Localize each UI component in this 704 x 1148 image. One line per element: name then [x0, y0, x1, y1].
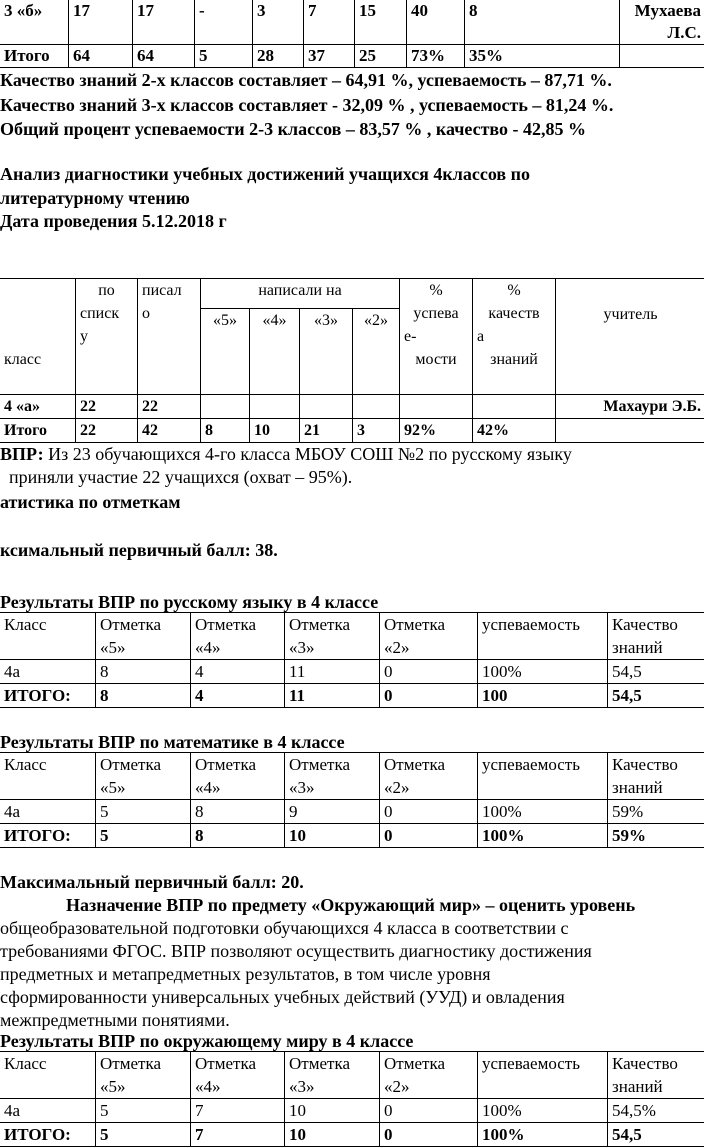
table-cell: 28: [253, 45, 304, 68]
table-cell: 3 «б»: [0, 0, 69, 45]
table-cell: 3: [353, 419, 400, 443]
max-score-world: Максимальный первичный балл: 20.: [0, 872, 304, 892]
table-cell: Итого: [0, 45, 69, 68]
table-cell: 5: [96, 824, 191, 848]
table-cell: успеваемость: [478, 613, 608, 660]
table-cell: [473, 395, 556, 419]
header-quality: % качеств а знаний: [473, 279, 556, 395]
table-cell: 4а: [0, 800, 96, 824]
table-header-row: [0, 753, 704, 800]
table-cell: Отметка «2»: [380, 753, 478, 800]
table-cell: 10: [250, 419, 300, 443]
header-mark-3: «3»: [300, 308, 353, 394]
table-cell: 73%: [407, 45, 465, 68]
table-cell: 5: [96, 1123, 191, 1147]
table-cell: Класс: [0, 613, 96, 660]
math-results-table: [0, 752, 704, 848]
table-cell: Отметка «5»: [96, 1052, 191, 1099]
table-cell: 54,5: [608, 660, 704, 684]
table-cell: 4: [191, 684, 285, 708]
table-cell: 54,5: [608, 1123, 704, 1147]
table-cell: 64: [69, 45, 133, 68]
table-cell: Качество знаний: [608, 753, 704, 800]
table-cell: Класс: [0, 753, 96, 800]
table-cell: Отметка «3»: [285, 753, 380, 800]
table-cell: [353, 395, 400, 419]
table-row: [0, 1099, 704, 1123]
analysis-date: Дата проведения 5.12.2018 г: [0, 211, 227, 231]
table-cell: 22: [76, 419, 138, 443]
table-cell: 7: [191, 1123, 285, 1147]
table-cell: Отметка «4»: [191, 613, 285, 660]
table-cell: Отметка «4»: [191, 753, 285, 800]
table-row: [0, 419, 704, 443]
header-wrote-on: написали на: [201, 279, 400, 309]
table-cell: Отметка «5»: [96, 613, 191, 660]
table-cell: 17: [69, 0, 133, 45]
table-header-row: [0, 1052, 704, 1099]
table-row: [0, 684, 704, 708]
header-list: по списк у: [76, 279, 138, 395]
table-cell: 4: [191, 660, 285, 684]
table-cell: 8: [465, 0, 620, 45]
world-paragraph-line: предметных и метапредметных результатов, в том числе уровня: [0, 964, 491, 984]
table-cell: Отметка «4»: [191, 1052, 285, 1099]
table-cell: 3: [253, 0, 304, 45]
table-cell: Итого: [0, 419, 76, 443]
table-cell: 59%: [608, 800, 704, 824]
table-cell: 92%: [400, 419, 473, 443]
table-cell: 54,5: [608, 684, 704, 708]
table-cell: 8: [96, 684, 191, 708]
table-cell: 25: [355, 45, 407, 68]
table-cell: 5: [96, 1099, 191, 1123]
table-row: [0, 800, 704, 824]
table-cell: 9: [285, 800, 380, 824]
table-cell: ИТОГО:: [0, 824, 96, 848]
header-class: класс: [0, 279, 76, 395]
summary-line-2: Качество знаний 2-х классов составляет – 64,91 %, успеваемость – 87,71 %.: [0, 70, 612, 90]
table-cell: 64: [133, 45, 195, 68]
table-header-row: [0, 613, 704, 660]
vpr-intro-line-2: приняли участие 22 учащихся (охват – 95%).: [9, 467, 353, 487]
table-cell: Отметка «2»: [380, 1052, 478, 1099]
russian-results-table: [0, 612, 704, 708]
max-score-russian: ксимальный первичный балл: 38.: [0, 540, 278, 560]
table-row: [0, 1123, 704, 1147]
table-cell: 42%: [473, 419, 556, 443]
summary-line-total: Общий процент успеваемости 2-3 классов – 83,57 % , качество - 42,85 %: [0, 119, 587, 139]
table-row: [0, 824, 704, 848]
table-cell: [300, 395, 353, 419]
table-cell: 17: [133, 0, 195, 45]
table-cell: 0: [380, 824, 478, 848]
table-cell: 7: [191, 1099, 285, 1123]
table-row: [0, 0, 704, 45]
table-cell: 0: [380, 660, 478, 684]
table-cell: [620, 45, 704, 68]
world-purpose-heading: Назначение ВПР по предмету «Окружающий мир» – оценить уровень: [66, 895, 636, 915]
stats-heading: атистика по отметкам: [0, 492, 181, 512]
table-cell: Класс: [0, 1052, 96, 1099]
world-paragraph-line: требованиями ФГОС. ВПР позволяют осуществить диагностику достижения: [0, 941, 592, 961]
table-cell: 100: [478, 684, 608, 708]
math-results-title: Результаты ВПР по математике в 4 классе: [0, 732, 345, 752]
world-paragraph-line: межпредметными понятиями.: [0, 1010, 230, 1030]
table-cell: Качество знаний: [608, 1052, 704, 1099]
table-cell: 10: [285, 824, 380, 848]
summary-line-3: Качество знаний 3-х классов составляет - 32,09 % , успеваемость – 81,24 %.: [0, 95, 614, 115]
analysis-heading: Анализ диагностики учебных достижений учащихся 4классов по: [0, 164, 531, 184]
table-cell: 42: [138, 419, 201, 443]
literature-table: [0, 278, 704, 443]
table-cell: 5: [195, 45, 253, 68]
table-cell: Отметка «2»: [380, 613, 478, 660]
table-cell: 8: [96, 660, 191, 684]
header-wrote: писал о: [138, 279, 201, 395]
table-cell: [201, 395, 250, 419]
table-cell: 40: [407, 0, 465, 45]
table-cell: 22: [138, 395, 201, 419]
table-cell: 10: [285, 1123, 380, 1147]
table-cell: 100%: [478, 824, 608, 848]
table-cell: Качество знаний: [608, 613, 704, 660]
russian-results-title: Результаты ВПР по русскому языку в 4 классе: [0, 592, 379, 612]
table-cell: [250, 395, 300, 419]
world-paragraph-line: общеобразовательной подготовки обучающихся 4 класса в соответствии с: [0, 918, 569, 938]
table-cell: 21: [300, 419, 353, 443]
table-row: [0, 395, 704, 419]
world-paragraph-line: сформированности универсальных учебных действий (УУД) и овладения: [0, 987, 565, 1007]
header-teacher: учитель: [556, 279, 704, 395]
table-cell: успеваемость: [478, 1052, 608, 1099]
table-cell: ИТОГО:: [0, 684, 96, 708]
table-cell: 7: [304, 0, 355, 45]
analysis-heading-2: литературному чтению: [0, 188, 190, 208]
table-cell: 4 «а»: [0, 395, 76, 419]
table-cell: Мухаева Л.С.: [620, 0, 704, 45]
table-cell: 59%: [608, 824, 704, 848]
table-cell: 35%: [465, 45, 620, 68]
table-row: [0, 660, 704, 684]
table-cell: [400, 395, 473, 419]
table-cell: ИТОГО:: [0, 1123, 96, 1147]
header-mark-5: «5»: [201, 308, 250, 394]
table-cell: -: [195, 0, 253, 45]
table-cell: 4а: [0, 660, 96, 684]
table-cell: 15: [355, 0, 407, 45]
table-cell: [556, 419, 704, 443]
table-cell: 37: [304, 45, 355, 68]
table-cell: 4а: [0, 1099, 96, 1123]
table-row: [0, 45, 704, 68]
table-cell: 8: [201, 419, 250, 443]
table-cell: 0: [380, 1099, 478, 1123]
table-cell: 8: [191, 800, 285, 824]
table-cell: 10: [285, 1099, 380, 1123]
table-cell: 54,5%: [608, 1099, 704, 1123]
table-cell: успеваемость: [478, 753, 608, 800]
world-results-table: [0, 1051, 704, 1147]
table-cell: Отметка «5»: [96, 753, 191, 800]
table-cell: 100%: [478, 1099, 608, 1123]
table-cell: 100%: [478, 1123, 608, 1147]
table-cell: 100%: [478, 800, 608, 824]
table-cell: 22: [76, 395, 138, 419]
table-cell: Отметка «3»: [285, 1052, 380, 1099]
table-cell: Отметка «3»: [285, 613, 380, 660]
table-cell: Махаури Э.Б.: [556, 395, 704, 419]
table-cell: 5: [96, 800, 191, 824]
table-cell: 100%: [478, 660, 608, 684]
table-cell: 0: [380, 800, 478, 824]
table-cell: 0: [380, 1123, 478, 1147]
table-header-row: [0, 279, 704, 309]
header-mark-2: «2»: [353, 308, 400, 394]
header-mark-4: «4»: [250, 308, 300, 394]
table-cell: 0: [380, 684, 478, 708]
header-success: % успева е- мости: [400, 279, 473, 395]
table-cell: 11: [285, 660, 380, 684]
vpr-intro-line: ВПР: Из 23 обучающихся 4-го класса МБОУ СОШ №2 по русскому языку: [0, 444, 572, 464]
table-cell: 8: [191, 824, 285, 848]
table-cell: 11: [285, 684, 380, 708]
top-results-table: [0, 0, 704, 68]
world-results-title: Результаты ВПР по окружающему миру в 4 классе: [0, 1031, 414, 1051]
